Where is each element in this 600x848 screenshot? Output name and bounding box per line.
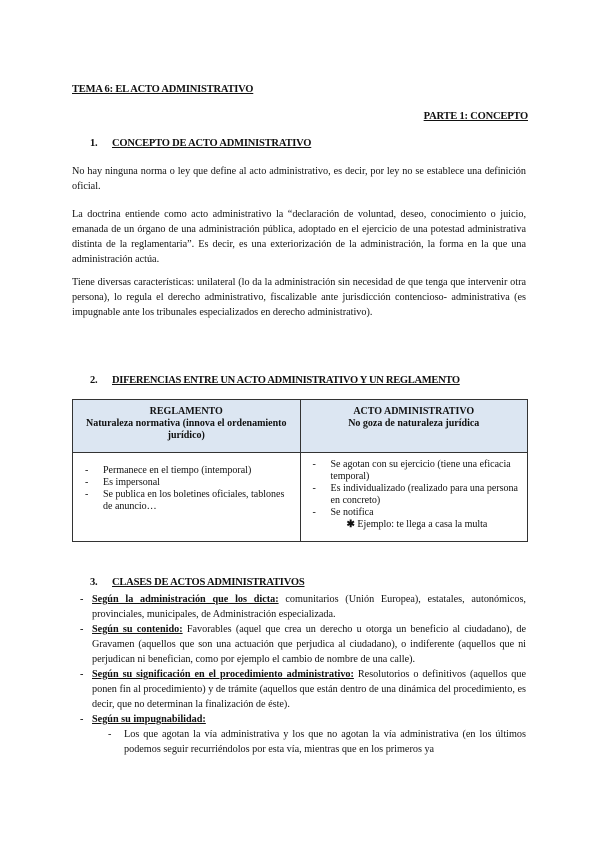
example-line — [307, 519, 522, 531]
table-header-row — [73, 400, 528, 453]
section-3-number: 3. — [90, 577, 98, 588]
header-acto-subtitle: No goza de naturaleza jurídica — [348, 418, 480, 429]
comparison-table — [72, 399, 528, 542]
dash-bullet-icon: - — [80, 594, 84, 605]
sub-item-text: Los que agotan la vía administrativa y los que no agotan la vía administrativa (en los últimos podemos seguir recurriéndolos por esta vía, mientras que en los primeros ya — [124, 729, 526, 755]
header-reglamento-title: REGLAMENTO — [149, 406, 223, 417]
sub-list-item — [72, 727, 526, 757]
list-item: - Se notifica — [307, 507, 522, 519]
list-item — [72, 592, 526, 622]
section-2-number: 2. — [90, 375, 98, 386]
item-label: Según su contenido: — [92, 624, 183, 635]
dash-bullet-icon: - — [80, 714, 84, 725]
item-label: Según su significación en el procedimiento administrativo: — [92, 669, 354, 680]
section-2-heading — [90, 375, 460, 386]
list-item: - Se publica en los boletines oficiales, tablones de anuncio… — [79, 489, 294, 513]
paragraph-characteristics: Tiene diversas características: unilateral (lo da la administración sin necesidad de que tenga que intervenir otra persona), lo regula el derecho administrativo, fiscalizable ante jurisdicción contencioso- administrativa (es impugnable ante los tribunales especializados en derecho administrativo). — [72, 277, 526, 318]
cell-reglamento — [73, 453, 301, 542]
paragraph-doctrine: La doctrina entiende como acto administrativo la “declaración de voluntad, deseo, conocimiento o juicio, emanada de un órgano de una administración pública, adoptado en el ejercicio de una potestad administrativa distinta de la reglamentaria”. Es decir, es una exteriorización de la administración, la forma en la que una administración actúa. — [72, 209, 526, 265]
dash-bullet-icon: - — [108, 729, 112, 740]
list-item — [72, 667, 526, 712]
section-1-heading — [90, 138, 311, 149]
dash-bullet-icon: - — [80, 669, 84, 680]
example-text: Ejemplo: te llega a casa la multa — [357, 519, 488, 530]
item-text: comunitarios (Unión Europea), estatales, autonómicos, provinciales, municipales, de Administración especializada. — [92, 594, 526, 620]
header-acto-title: ACTO ADMINISTRATIVO — [353, 406, 475, 417]
document-title: TEMA 6: EL ACTO ADMINISTRATIVO — [72, 84, 254, 95]
header-reglamento-subtitle: Naturaleza normativa (innova el ordenamiento jurídico) — [85, 418, 287, 441]
dash-bullet-icon: - — [80, 624, 84, 635]
item-label: Según su impugnabilidad: — [92, 714, 206, 725]
part-heading: PARTE 1: CONCEPTO — [423, 111, 528, 122]
list-item — [72, 622, 526, 667]
list-item: - Es impersonal — [79, 477, 294, 489]
header-acto — [300, 400, 528, 453]
section-3-heading — [90, 577, 304, 588]
list-item — [72, 712, 526, 727]
paragraph-definition: No hay ninguna norma o ley que define al acto administrativo, es decir, por ley no se establece una definición oficial. — [72, 166, 526, 192]
item-label: Según la administración que los dicta: — [92, 594, 279, 605]
section-2-title: DIFERENCIAS ENTRE UN ACTO ADMINISTRATIVO Y UN REGLAMENTO — [112, 375, 460, 386]
cell-acto — [300, 453, 528, 542]
item-text: Resolutorios o definitivos (aquellos que ponen fin al procedimiento) y de trámite (aquellos que están dentro de una dinámica del procedimiento, es decir, que no determinan la finalización de éste). — [92, 669, 526, 710]
list-item: - Permanece en el tiempo (intemporal) — [79, 465, 294, 477]
section-1-number: 1. — [90, 138, 98, 149]
list-item: - Es individualizado (realizado para una persona en concreto) — [307, 483, 522, 507]
classes-list — [72, 592, 526, 757]
item-text: Favorables (aquel que crea un derecho u otorga un beneficio al ciudadano), de Gravamen (aquellos que son una actuación que perjudica al ciudadano), o indiferente (aquellos que ni perjudican ni benefician, como por ejemplo el cambio de nombre de una calle). — [92, 624, 526, 665]
section-3-title: CLASES DE ACTOS ADMINISTRATIVOS — [112, 577, 305, 588]
asterisk-bullet-icon: ✱ — [346, 519, 358, 530]
section-1-title: CONCEPTO DE ACTO ADMINISTRATIVO — [112, 138, 312, 149]
table-body-row — [73, 453, 528, 542]
header-reglamento — [73, 400, 301, 453]
list-item: - Se agotan con su ejercicio (tiene una eficacia temporal) — [307, 459, 522, 483]
